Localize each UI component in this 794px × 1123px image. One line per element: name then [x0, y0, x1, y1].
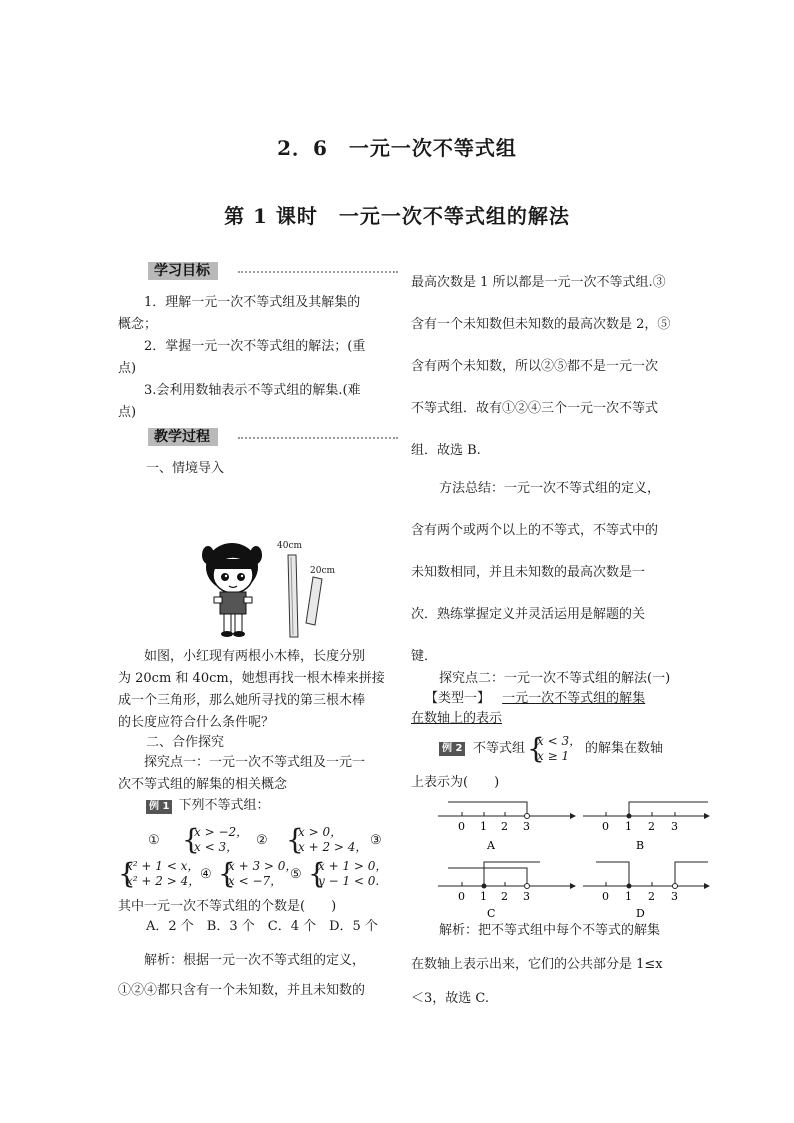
analysis-line: ＜3，故选 C.: [411, 991, 490, 1006]
system-number: ④: [200, 867, 212, 882]
stick-20-label: 20cm: [310, 566, 336, 576]
analysis-continued: [411, 262, 701, 472]
goals-banner-label: 学习目标: [148, 262, 218, 280]
choice-a-number-line: [438, 802, 576, 852]
analysis-line: 组．故选 B.: [411, 443, 481, 458]
tick-label: 0: [602, 820, 609, 833]
method-line: 未知数相同，并且未知数的最高次数是一: [411, 565, 646, 580]
method-line: 次．熟练掌握定义并灵活运用是解题的关: [411, 607, 646, 622]
example2: [439, 732, 719, 772]
tick-label: 2: [501, 890, 508, 903]
system-1: [194, 825, 248, 855]
system-number: ⑤: [290, 867, 302, 882]
type1-title-cont: 在数轴上的表示: [411, 711, 503, 726]
goal-line: 3.会利用数轴表示不等式组的解集.(难: [144, 383, 361, 398]
tick-label: 1: [625, 820, 632, 833]
question-text: 其中一元一次不等式组的个数是( ): [118, 899, 337, 914]
intro-line: 成一个三角形，那么她所寻找的第三根木棒: [118, 693, 366, 708]
intro-line: 如图，小红现有两根小木棒，长度分别: [144, 649, 366, 664]
girl-figure: [202, 543, 262, 637]
method-line: 含有两个或两个以上的不等式，不等式中的: [411, 523, 659, 538]
explore1-line: 探究点一：一元一次不等式组及一元一: [144, 755, 366, 770]
process-banner: [148, 428, 398, 448]
method-summary: [411, 468, 701, 678]
answer-options: A．2 个 B．3 个 C．4 个 D．5 个: [146, 919, 378, 934]
tick-label: 2: [501, 820, 508, 833]
type1-title: 一元一次不等式组的解集: [502, 691, 646, 706]
intro-paragraph: [118, 646, 398, 734]
example2-pre: 不等式组: [473, 741, 526, 756]
analysis-line: 解析：根据一元一次不等式组的定义，: [144, 953, 366, 968]
example1-text: 下列不等式组：: [178, 798, 270, 813]
system-line: x > −2，: [194, 825, 249, 839]
type1-heading: [425, 688, 645, 710]
brace-icon: {: [527, 732, 545, 765]
example1: [146, 795, 269, 817]
goal-line: 点): [118, 405, 137, 420]
systems-row-2: [118, 856, 408, 896]
goals-list: [118, 292, 398, 424]
choice-label: A: [487, 839, 495, 852]
analysis-line: 最高次数是 1 所以都是一元一次不等式组.③: [411, 275, 666, 290]
lesson-title: 第 1 课时 一元一次不等式组的解法: [224, 204, 570, 228]
system-number: ②: [256, 833, 268, 848]
system-line: x < 3，: [194, 840, 239, 854]
system-line: x + 2 > 4，: [298, 840, 368, 854]
goal-line: 1．理解一元一次不等式组及其解集的: [144, 295, 361, 310]
analysis-1: [118, 946, 398, 1006]
girl-sticks-illustration: [200, 535, 340, 645]
analysis-line: 不等式组．故有①②④三个一元一次不等式: [411, 401, 659, 416]
system-line: x² + 1 < x，: [126, 859, 200, 873]
brace-icon: {: [182, 823, 200, 856]
brace-icon: {: [118, 857, 136, 890]
brace-icon: {: [308, 857, 326, 890]
intro-line: 为 20cm 和 40cm，她想再找一根木棒来拼接: [118, 671, 385, 686]
process-banner-label: 教学过程: [148, 428, 218, 446]
explore1-heading: [118, 752, 398, 796]
system-line: x + 3 > 0，: [228, 859, 298, 873]
analysis-2: [411, 914, 701, 1016]
goal-line: 概念；: [118, 317, 158, 332]
tick-label: 3: [671, 820, 678, 833]
system-line: x + 1 > 0，: [318, 859, 388, 873]
choice-d-number-line: [583, 862, 710, 920]
system-line: y − 1 < 0.: [318, 874, 380, 888]
analysis-line: ①②④都只含有一个未知数，并且未知数的: [118, 983, 366, 998]
number-line-choices: [428, 790, 718, 920]
goal-line: 点): [118, 361, 137, 376]
system-2: [298, 825, 367, 855]
goals-banner: [148, 262, 398, 282]
tick-label: 3: [671, 890, 678, 903]
system-line: x > 0，: [298, 825, 343, 839]
system-line: x ≥ 1: [537, 749, 570, 763]
tick-label: 0: [458, 890, 465, 903]
method-line: 方法总结：一元一次不等式组的定义，: [439, 481, 661, 496]
short-stick: [306, 577, 322, 625]
tick-label: 1: [480, 820, 487, 833]
example1-badge: 例 1: [146, 800, 172, 814]
tick-label: 0: [602, 890, 609, 903]
intro-heading: 一、情境导入: [146, 461, 225, 476]
choice-label: B: [636, 839, 645, 852]
analysis-line: 在数轴上表示出来，它们的公共部分是 1≤x: [411, 957, 663, 972]
analysis-line: 含有一个未知数但未知数的最高次数是 2，⑤: [411, 317, 671, 332]
type1-prefix: 【类型一】: [425, 691, 491, 706]
example2-badge: 例 2: [439, 742, 465, 756]
system-5: [318, 859, 387, 889]
system-4: [228, 859, 297, 889]
process-banner-divider: [238, 437, 398, 439]
choice-label: C: [487, 907, 496, 920]
system-3: [126, 859, 200, 889]
intro-line: 的长度应符合什么条件呢？: [118, 715, 275, 730]
system-line: x < 3，: [537, 734, 582, 748]
coop-heading: 二、合作探究: [146, 735, 225, 750]
tick-label: 3: [523, 890, 530, 903]
goals-banner-divider: [238, 271, 398, 273]
example2-line2: 上表示为( ): [411, 775, 500, 790]
example2-post: 的解集在数轴: [585, 741, 664, 756]
choice-b-number-line: [583, 802, 710, 852]
method-line: 键．: [411, 649, 438, 664]
tick-label: 1: [480, 890, 487, 903]
brace-icon: {: [286, 823, 304, 856]
tick-label: 3: [523, 820, 530, 833]
choice-c-number-line: [438, 862, 576, 920]
system-line: x < −7，: [228, 874, 283, 888]
system-number: ①: [148, 833, 160, 848]
tick-label: 2: [648, 890, 655, 903]
analysis-line: 含有两个未知数，所以②⑤都不是一元一次: [411, 359, 659, 374]
choice-label: D: [636, 907, 645, 920]
explore2-heading: 探究点二：一元一次不等式组的解法(一): [439, 671, 671, 686]
example2-system: [537, 734, 581, 764]
section-title: 2．6 一元一次不等式组: [277, 136, 517, 160]
brace-icon: {: [218, 857, 236, 890]
tick-label: 0: [458, 820, 465, 833]
stick-40-label: 40cm: [277, 541, 303, 551]
explore1-line: 次不等式组的解集的相关概念: [118, 777, 288, 792]
goal-line: 2．掌握一元一次不等式组的解法；(重: [144, 339, 366, 354]
system-number: ③: [370, 833, 382, 848]
tick-label: 1: [625, 890, 632, 903]
long-stick: [288, 555, 298, 637]
analysis-line: 解析：把不等式组中每个不等式的解集: [439, 923, 661, 938]
system-line: x² + 2 > 4，: [126, 874, 201, 888]
tick-label: 2: [648, 820, 655, 833]
